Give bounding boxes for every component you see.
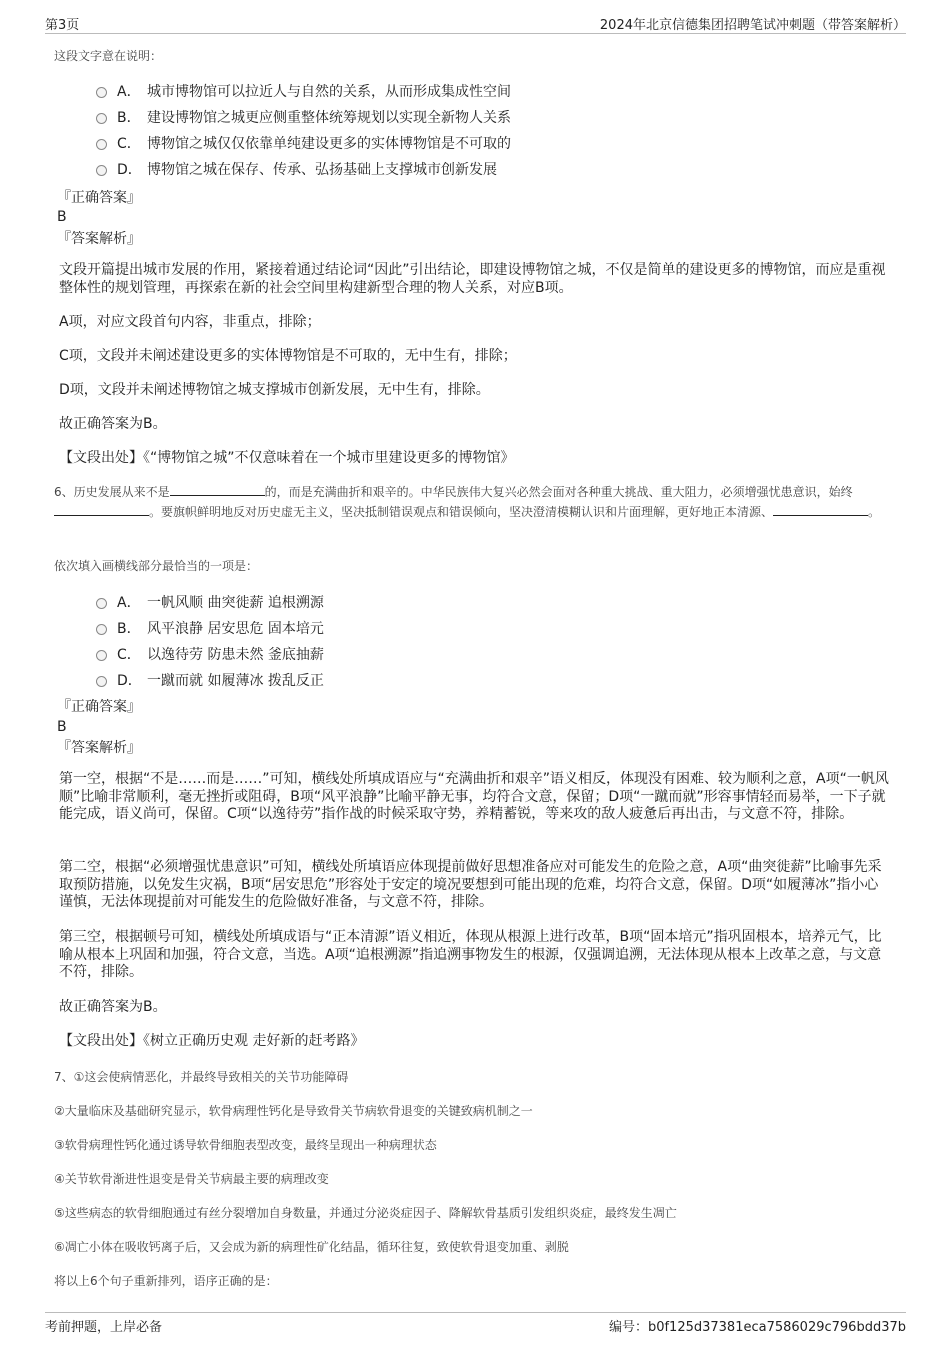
header-divider bbox=[45, 33, 906, 34]
option-letter: B． bbox=[117, 110, 141, 126]
radio-icon[interactable] bbox=[96, 113, 107, 124]
option-letter: C． bbox=[117, 647, 141, 663]
q6-stem-c: 。要旗帜鲜明地反对历史虚无主义，坚决抵制错误观点和错误倾向，坚决澄清模糊认识和片面理解，更好地正本清源、 bbox=[149, 505, 774, 519]
q5-answer-label: 『正确答案』 bbox=[57, 190, 141, 206]
option-letter: D． bbox=[117, 673, 142, 689]
option-text: 一蹴而就 如履薄冰 拨乱反正 bbox=[147, 673, 324, 689]
q7-line: ②大量临床及基础研究显示，软骨病理性钙化是导致骨关节病软骨退变的关键致病机制之一 bbox=[54, 1104, 533, 1118]
radio-icon[interactable] bbox=[96, 598, 107, 609]
option-text: 风平浪静 居安思危 固本培元 bbox=[147, 621, 324, 637]
q5-analysis-para: A项，对应文段首句内容，非重点，排除； bbox=[59, 314, 321, 330]
q6-source: 【文段出处】《树立正确历史观 走好新的赶考路》 bbox=[59, 1033, 365, 1049]
radio-icon[interactable] bbox=[96, 650, 107, 661]
option-letter: B． bbox=[117, 621, 141, 637]
q7-line: 7、①这会使病情恶化，并最终导致相关的关节功能障碍 bbox=[54, 1070, 349, 1084]
q7-line: ③软骨病理性钙化通过诱导软骨细胞表型改变，最终呈现出一种病理状态 bbox=[54, 1138, 437, 1152]
q7-line: ⑥凋亡小体在吸收钙离子后，又会成为新的病理性矿化结晶，循环往复，致使软骨退变加重、剥脱 bbox=[54, 1240, 569, 1254]
q6-option-a[interactable] bbox=[96, 592, 324, 612]
q5-option-c[interactable] bbox=[96, 133, 511, 153]
footer-slogan: 考前押题，上岸必备 bbox=[45, 1320, 163, 1335]
option-text: 博物馆之城在保存、传承、弘扬基础上支撑城市创新发展 bbox=[147, 162, 497, 178]
q5-analysis-para: C项，文段并未阐述建设更多的实体博物馆是不可取的，无中生有，排除； bbox=[59, 348, 517, 364]
q6-option-d[interactable] bbox=[96, 670, 324, 690]
fill-blank bbox=[773, 503, 868, 516]
q6-analysis-label: 『答案解析』 bbox=[57, 740, 141, 756]
option-letter: A． bbox=[117, 595, 141, 611]
option-letter: A． bbox=[117, 84, 141, 100]
option-text: 一帆风顺 曲突徙薪 追根溯源 bbox=[147, 595, 324, 611]
q6-option-b[interactable] bbox=[96, 618, 324, 638]
option-text: 以逸待劳 防患未然 釜底抽薪 bbox=[147, 647, 324, 663]
page-number: 第3页 bbox=[45, 18, 80, 33]
fill-blank bbox=[54, 503, 149, 516]
q5-analysis-para: 文段开篇提出城市发展的作用，紧接着通过结论词“因此”引出结论，即建设博物馆之城，不仅是简单的建设更多的博物馆，而应是重视整体性的规划管理，再探索在新的社会空间里构建新型合理的物人关系，对应B项。 bbox=[59, 262, 886, 296]
radio-icon[interactable] bbox=[96, 87, 107, 98]
q6-stem-d: 。 bbox=[868, 505, 881, 519]
q6-analysis-para: 第二空，根据“必须增强忧患意识”可知，横线处所填语应体现提前做好思想准备应对可能发生的危险之意，A项“曲突徙薪”比喻事先采取预防措施，以免发生灾祸，B项“居安思危”形容处于安定的境况要想到可能出现的危难，均符合文意，保留。D项“如履薄冰”指小心谨慎，无法体现提前对可能发生的危险做好准备，与文意不符，排除。 bbox=[59, 859, 882, 910]
q7-line: ⑤这些病态的软骨细胞通过有丝分裂增加自身数量，并通过分泌炎症因子、降解软骨基质引发组织炎症，最终发生凋亡 bbox=[54, 1206, 677, 1220]
q6-analysis-para: 故正确答案为B。 bbox=[59, 999, 167, 1015]
fill-blank bbox=[170, 483, 265, 496]
q5-source: 【文段出处】《“博物馆之城”不仅意味着在一个城市里建设更多的博物馆》 bbox=[59, 450, 515, 466]
q5-answer: B bbox=[57, 209, 67, 225]
q6-stem bbox=[54, 482, 894, 522]
q6-analysis-para: 第三空，根据顿号可知，横线处所填成语与“正本清源”语义相近，体现从根源上进行改革，B项“固本培元”指巩固根本，培养元气，比喻从根本上巩固和加强，符合文意，当选。A项“追根溯源”指追溯事物发生的根源，仅强调追溯，无法体现从根本上改革之意，与文意不符，排除。 bbox=[59, 929, 882, 980]
option-text: 建设博物馆之城更应侧重整体统筹规划以实现全新物人关系 bbox=[147, 110, 511, 126]
q6-analysis-para: 第一空，根据“不是……而是……”可知，横线处所填成语应与“充满曲折和艰辛”语义相反，体现没有困难、较为顺利之意，A项“一帆风顺”比喻非常顺利，毫无挫折或阻碍，B项“风平浪静”比喻平静无事，均符合文意，保留；D项“一蹴而就”形容事情轻而易举，一下子就能完成，语义尚可，保留。C项“以逸待劳”指作战的时候采取守势，养精蓄锐，等来攻的敌人疲惫后再出击，与文意不符，排除。 bbox=[59, 771, 889, 822]
option-text: 城市博物馆可以拉近人与自然的关系，从而形成集成性空间 bbox=[147, 84, 511, 100]
q7-line: ④关节软骨渐进性退变是骨关节病最主要的病理改变 bbox=[54, 1172, 329, 1186]
q5-analysis-label: 『答案解析』 bbox=[57, 231, 141, 247]
radio-icon[interactable] bbox=[96, 624, 107, 635]
option-text: 博物馆之城仅仅依靠单纯建设更多的实体博物馆是不可取的 bbox=[147, 136, 511, 152]
radio-icon[interactable] bbox=[96, 139, 107, 150]
footer-divider bbox=[45, 1312, 906, 1313]
q5-analysis-para: 故正确答案为B。 bbox=[59, 416, 167, 432]
q6-option-c[interactable] bbox=[96, 644, 324, 664]
q6-prompt: 依次填入画横线部分最恰当的一项是： bbox=[54, 559, 259, 573]
radio-icon[interactable] bbox=[96, 165, 107, 176]
q6-stem-b: 的，而是充满曲折和艰辛的。中华民族伟大复兴必然会面对各种重大挑战、重大阻力，必须增强忧患意识，始终 bbox=[264, 485, 853, 499]
q7-prompt: 将以上6个句子重新排列，语序正确的是： bbox=[54, 1274, 278, 1288]
q6-answer-label: 『正确答案』 bbox=[57, 699, 141, 715]
document-title: 2024年北京信德集团招聘笔试冲刺题（带答案解析） bbox=[599, 18, 906, 33]
q5-stem-tail: 这段文字意在说明： bbox=[54, 49, 163, 63]
document-id: 编号：b0f125d37381eca7586029c796bdd37b bbox=[608, 1320, 906, 1335]
option-letter: C． bbox=[117, 136, 141, 152]
q5-option-d[interactable] bbox=[96, 159, 497, 179]
q6-stem-a: 6、历史发展从来不是 bbox=[54, 485, 170, 499]
q5-option-b[interactable] bbox=[96, 107, 511, 127]
q5-analysis-para: D项，文段并未阐述博物馆之城支撑城市创新发展，无中生有，排除。 bbox=[59, 382, 490, 398]
q5-option-a[interactable] bbox=[96, 81, 511, 101]
radio-icon[interactable] bbox=[96, 676, 107, 687]
option-letter: D． bbox=[117, 162, 142, 178]
q6-answer: B bbox=[57, 719, 67, 735]
